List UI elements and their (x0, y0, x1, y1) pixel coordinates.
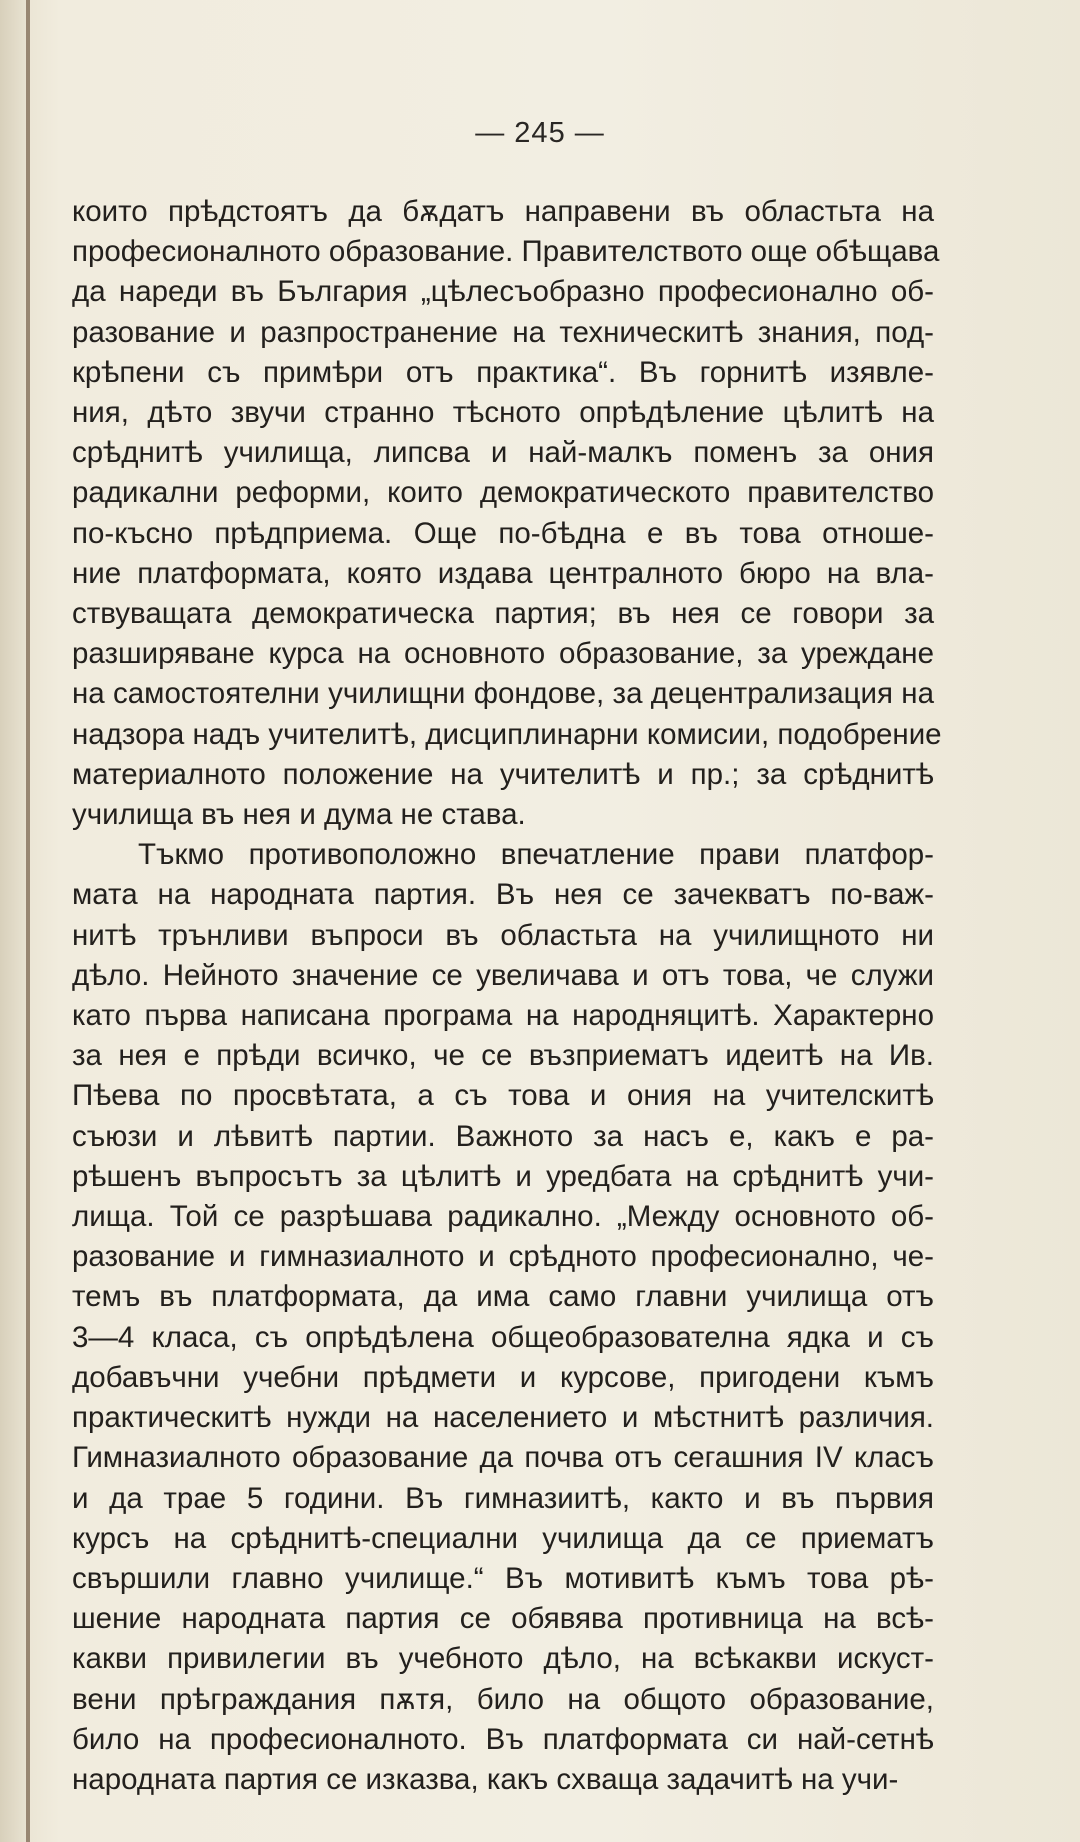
text-line: материалното положение на учителитѣ и пр.; за срѣднитѣ (72, 757, 934, 791)
text-line: радикални реформи, които демократическото правителство (72, 476, 934, 510)
text-line: какви привилегии въ учебното дѣло, на всѣкакви искуст- (72, 1642, 934, 1676)
text-line: по-късно прѣдприема. Още по-бѣдна е въ това отноше- (72, 516, 934, 550)
text-line: надзора надъ учителитѣ, дисциплинарни комисии, подобрение (72, 717, 942, 751)
text-line: на самостоятелни училищни фондове, за децентрализация на (72, 677, 934, 711)
text-line: ние платформата, която издава централното бюро на вла- (72, 556, 934, 590)
text-line: вени прѣграждания пѫтя, било на общото образование, (72, 1682, 934, 1716)
text-line: курсъ на срѣднитѣ-специални училища да се приематъ (72, 1521, 934, 1555)
text-line: шение народната партия се обявява противница на всѣ- (72, 1602, 934, 1636)
text-line: рѣшенъ въпросътъ за цѣлитѣ и уредбата на срѣднитѣ учи- (72, 1159, 934, 1193)
text-line: да нареди въ България „цѣлесъобразно професионално об- (72, 275, 934, 309)
text-line: Гимназиалното образование да почва отъ сегашния IV класъ (72, 1441, 934, 1475)
text-line: разование и гимназиалното и срѣдното професионално, че- (72, 1240, 934, 1274)
text-line: срѣднитѣ училища, липсва и най-малкъ поменъ за ония (72, 436, 934, 470)
text-line: мата на народната партия. Въ нея се зачекватъ по-важ- (72, 878, 934, 912)
text-line: разование и разпространение на техническитѣ знания, под- (72, 315, 934, 349)
text-line: дѣло. Нейното значение се увеличава и отъ това, че служи (72, 958, 934, 992)
text-line: като първа написана програма на народняцитѣ. Характерно (72, 999, 934, 1033)
text-line: свършили главно училище.“ Въ мотивитѣ къмъ това рѣ- (72, 1561, 934, 1595)
text-line: съюзи и лѣвитѣ партии. Важното за насъ е, какъ е ра- (72, 1119, 934, 1153)
text-line: които прѣдстоятъ да бѫдатъ направени въ областьта на (72, 195, 934, 228)
binding-shadow (0, 0, 26, 1842)
text-line: крѣпени съ примѣри отъ практика“. Въ горнитѣ изявле- (72, 355, 934, 389)
text-line: ния, дѣто звучи странно тѣсното опрѣдѣление цѣлитѣ на (72, 396, 934, 430)
text-line: Тъкмо противоположно впечатление прави платфор- (138, 838, 934, 872)
paragraph-2 (72, 835, 934, 1800)
text-line: училища въ нея и дума не става. (72, 798, 526, 832)
text-line: разширяване курса на основното образование, за уреждане (72, 637, 934, 671)
text-line: професионалното образование. Правителството още обѣщава (72, 235, 940, 269)
text-line: Пѣева по просвѣтата, а съ това и ония на учителскитѣ (72, 1079, 934, 1113)
binding-edge (26, 0, 30, 1842)
text-line: темъ въ платформата, да има само главни училища отъ (72, 1280, 934, 1314)
text-line: ствуващата демократическа партия; въ нея се говори за (72, 597, 934, 631)
text-line: за нея е прѣди всичко, че се възприематъ идеитѣ на Ив. (72, 1039, 934, 1073)
text-line: народната партия се изказва, какъ схваща задачитѣ на учи- (72, 1762, 899, 1796)
paragraph-1 (72, 192, 942, 835)
text-line: и да трае 5 години. Въ гимназиитѣ, както и въ първия (72, 1481, 934, 1515)
text-line: било на професионалното. Въ платформата си най-сетнѣ (72, 1722, 934, 1756)
text-line: 3—4 класа, съ опрѣдѣлена общеобразователна ядка и съ (72, 1320, 934, 1354)
body-text (72, 192, 942, 1800)
text-line: добавъчни учебни прѣдмети и курсове, пригодени къмъ (72, 1360, 934, 1394)
text-line: практическитѣ нужди на населението и мѣстнитѣ различия. (72, 1401, 934, 1435)
page-number: — 245 — (475, 117, 605, 149)
text-line: лища. Той се разрѣшава радикално. „Между основното об- (72, 1200, 934, 1234)
text-line: нитѣ трънливи въпроси въ областьта на училищното ни (72, 918, 934, 952)
